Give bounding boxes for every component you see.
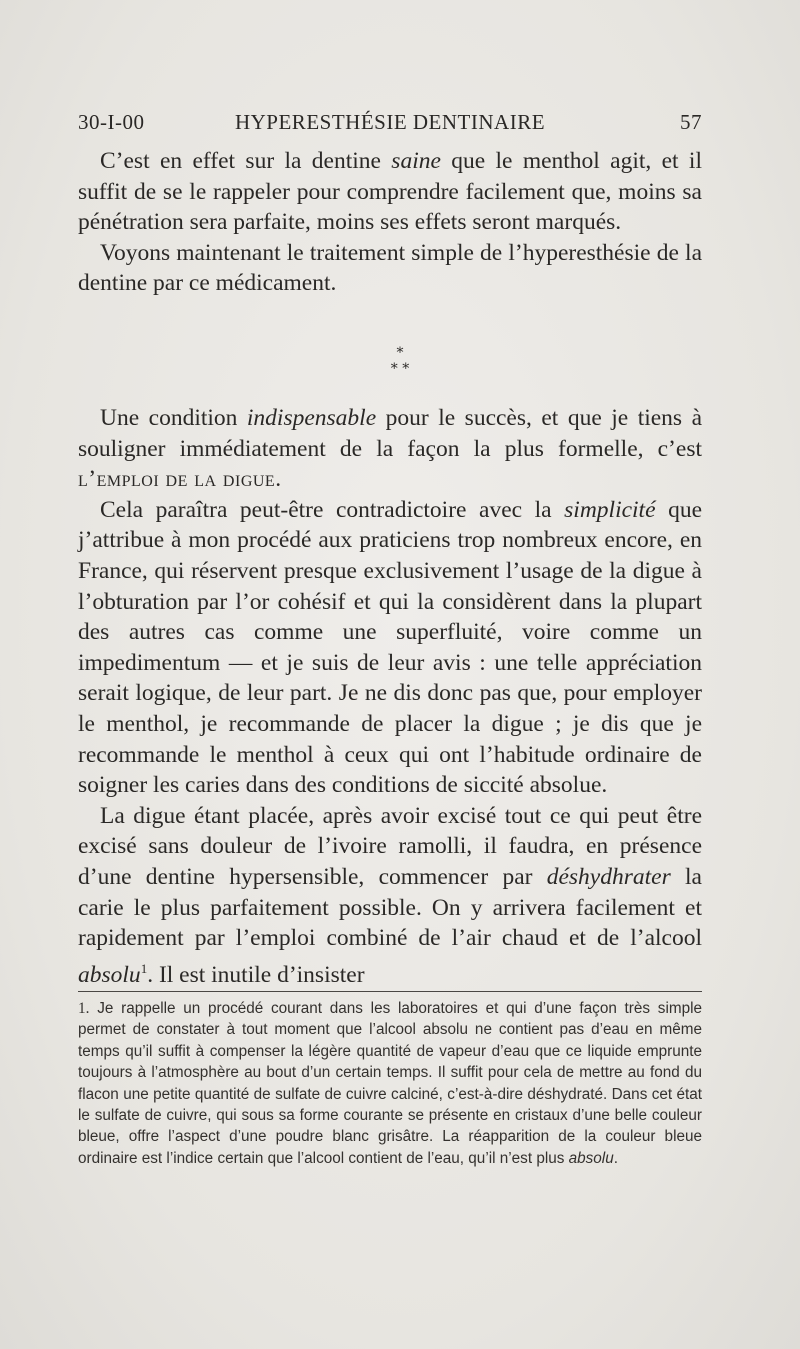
asterism-divider xyxy=(0,346,800,386)
emphasis-indispensable: indispensable xyxy=(246,405,377,431)
footnote-emphasis-absolu: absolu xyxy=(568,1149,614,1167)
running-header xyxy=(78,110,702,140)
emphasis-deshydrater: déshydhrater xyxy=(546,863,671,890)
header-title: HYPERESTHÉSIE DENTINAIRE xyxy=(234,110,546,134)
page-number: 57 xyxy=(680,110,702,134)
paragraph-3: Une condition indispensable pour le succès, et que je tiens à souligner immédiatement de la façon la plus formelle, c’est l’emploi de la digue. xyxy=(78,405,702,493)
footnote: 1. Je rappelle un procédé courant dans les laboratoires et qui d’une façon très simple permet de constater à tout moment que l’alcool absolu ne contient pas d’eau en même temps qu’il suffit à compenser la légère quantité de vapeur d’eau que ce liquide emprunte toujours à l’atmosphère au bout d’un certain temps. Il suffit pour cela de mettre au fond du flacon une petite quantité de sulfate de cuivre calciné, c’est-à-dire déshydraté. Dans cet état le sulfate de cuivre, qui sous sa forme courante se présente en cristaux d’une belle couleur bleue, offre l’aspect d’une poudre blanc grisâtre. La réapparition de la couleur bleue ordinaire est l’indice certain que l’alcool contient de l’eau, qu’il n’est plus absolu. xyxy=(78,1000,702,1167)
paragraph-5: La digue étant placée, après avoir excisé tout ce qui peut être excisé sans douleur de l’ivoire ramolli, il faudra, en présence d’une dentine hypersensible, commencer par déshydhrater la carie le plus parfaitement possible. On y arrivera facilement et rapidement par l’emploi combiné de l’air chaud et de l’alcool absolu$^1$. Il est inutile d’insister xyxy=(78,802,702,988)
emphasis-simplicite: simplicité xyxy=(564,496,656,523)
emphasis-saine: saine xyxy=(391,148,441,174)
emphasis-absolu: absolu xyxy=(78,961,141,988)
paragraph-4: Cela paraîtra peut-être contradictoire avec la simplicité que j’attribue à mon procédé aux praticiens trop nombreux encore, en France, qui réservent presque exclusivement l’usage de la digue à l’obturation par l’or cohésif et qui la considèrent dans la plupart des autres cas comme une superfluité, voire comme un impedimentum — et je suis de leur avis : une telle appréciation serait logique, de leur part. Je ne dis donc pas que, pour employer le menthol, je recommande de placer la digue ; je dis que je recommande le menthol à ceux qui ont l’habitude ordinaire de soigner les caries dans des conditions de siccité absolue. xyxy=(78,496,702,799)
asterism-top-star: * xyxy=(396,345,404,361)
asterism-bottom-stars: * * xyxy=(390,361,410,377)
body-text-top xyxy=(78,146,702,299)
paragraph-2: Voyons maintenant le traitement simple de l’hyperesthésie de la dentine par ce médicament. xyxy=(78,239,702,297)
footnote-ref: 1 xyxy=(140,960,148,976)
small-caps-emploi-digue: l’emploi de la digue xyxy=(78,466,276,493)
header-date: 30-I-00 xyxy=(78,110,145,134)
footnote-rule xyxy=(78,991,702,992)
footnote-number: 1. xyxy=(78,1000,90,1017)
paragraph-1: C’est en effet sur la dentine saine que le menthol agit, et il suffit de se le rappeler pour comprendre facilement que, moins sa pénétration sera parfaite, moins ses effets seront marqués. xyxy=(78,148,702,236)
body-text-main xyxy=(78,403,702,990)
